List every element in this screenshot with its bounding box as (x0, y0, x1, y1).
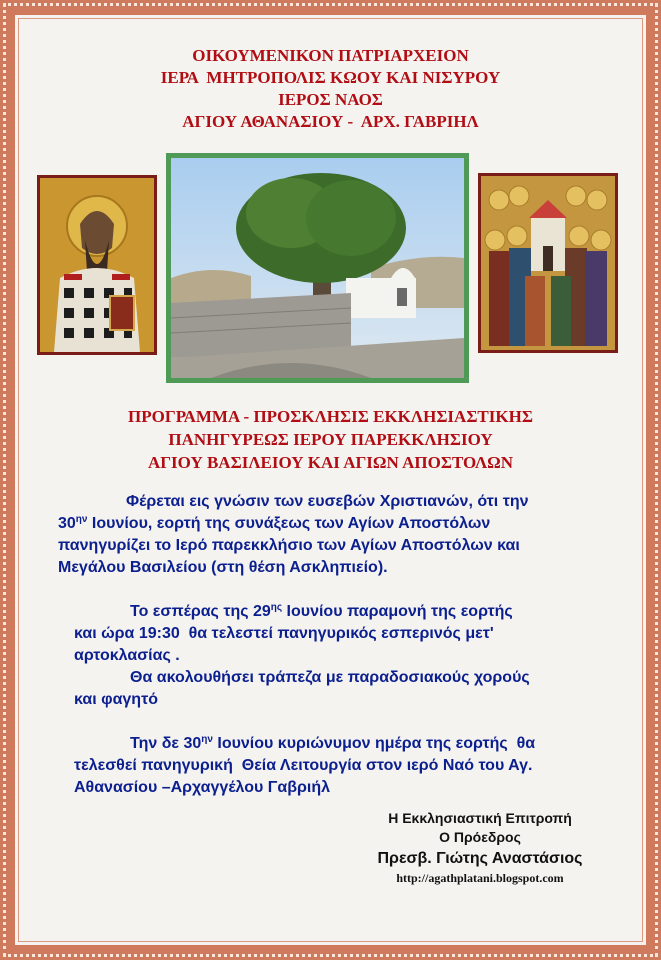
header-line-church-name: ΑΓΙΟΥ ΑΘΑΝΑΣΙΟΥ - ΑΡΧ. ΓΑΒΡΙΗΛ (182, 112, 479, 131)
header-line-church: ΙΕΡΟΣ ΝΑΟΣ (278, 90, 383, 109)
church-header (0, 45, 661, 133)
text-line: τελεσθεί πανηγυρική Θεία Λειτουργία στον ιερό Ναό του Αγ. (74, 757, 533, 774)
program-title (0, 405, 661, 474)
header-line-metropolis: ΙΕΡΑ ΜΗΤΡΟΠΟΛΙΣ ΚΩΟΥ ΚΑΙ ΝΙΣΥΡΟΥ (160, 68, 501, 87)
text-fragment: Ιουνίου κυριώνυμον ημέρα της εορτής θα (212, 735, 536, 752)
text-line (78, 601, 618, 623)
header-line-patriarchate: ΟΙΚΟΥΜΕΝΙΚΟΝ ΠΑΤΡΙΑΡΧΕΙΟΝ (192, 46, 469, 65)
saint-basil-icon-image (37, 175, 157, 355)
paragraph-vespers (74, 601, 618, 711)
holy-apostles-icon-image (478, 173, 618, 353)
ordinal-suffix: ης (270, 602, 283, 613)
program-line-3: ΑΓΙΟΥ ΒΑΣΙΛΕΙΟΥ ΚΑΙ ΑΓΙΩΝ ΑΠΟΣΤΟΛΩΝ (147, 453, 514, 472)
date-number: 29 (253, 603, 271, 620)
date-number: 30 (183, 735, 202, 752)
text-fragment: Το εσπέρας της (130, 603, 253, 620)
text-fragment: Ιουνίου, εορτή της συνάξεως των Αγίων Αποστόλων (87, 515, 491, 532)
announcement-body (58, 491, 618, 799)
committee-label: Η Εκκλησιαστική Επιτροπή (388, 810, 572, 826)
paragraph-feast-announcement (58, 491, 618, 579)
text-fragment: Την δε (130, 735, 184, 752)
ordinal-suffix: ην (75, 514, 88, 525)
text-line (78, 733, 618, 755)
text-line: και ώρα 19:30 θα τελεστεί πανηγυρικός εσπερινός μετ' (74, 625, 494, 642)
signatory-name: Πρεσβ. Γιώτης Αναστάσιος (377, 850, 583, 867)
text-line (58, 513, 618, 535)
saint-basil-icon (40, 178, 154, 352)
date-number: 30 (58, 515, 76, 532)
text-fragment: Ιουνίου παραμονή της εορτής (282, 603, 513, 620)
text-line: Αθανασίου –Αρχαγγέλου Γαβριήλ (74, 779, 330, 796)
president-label: Ο Πρόεδρος (439, 829, 521, 845)
text-line: πανηγυρίζει το Ιερό παρεκκλήσιο των Αγίων Αποστόλων και (58, 537, 520, 554)
text-line: Φέρεται εις γνώσιν των ευσεβών Χριστιανών, ότι την (126, 493, 529, 510)
program-line-1: ΠΡΟΓΡΑΜΜΑ - ΠΡΟΣΚΛΗΣΙΣ ΕΚΚΛΗΣΙΑΣΤΙΚΗΣ (128, 407, 533, 426)
text-line: Μεγάλου Βασιλείου (στη θέση Ασκληπιείο). (58, 559, 388, 576)
holy-apostles-icon (481, 176, 615, 350)
signature-block (340, 809, 620, 885)
chapel-tree-photo (171, 158, 464, 378)
ordinal-suffix: ην (201, 734, 213, 745)
chapel-photo (166, 153, 469, 383)
paragraph-liturgy (74, 733, 618, 799)
text-line: Θα ακολουθήσει τράπεζα με παραδοσιακούς χορούς (130, 669, 530, 686)
blog-url: http://agathplatani.blogspot.com (396, 871, 564, 885)
program-line-2: ΠΑΝΗΓΥΡΕΩΣ ΙΕΡΟΥ ΠΑΡΕΚΚΛΗΣΙΟΥ (168, 430, 493, 449)
text-line: αρτοκλασίας . (74, 647, 180, 664)
text-line: και φαγητό (74, 691, 158, 708)
